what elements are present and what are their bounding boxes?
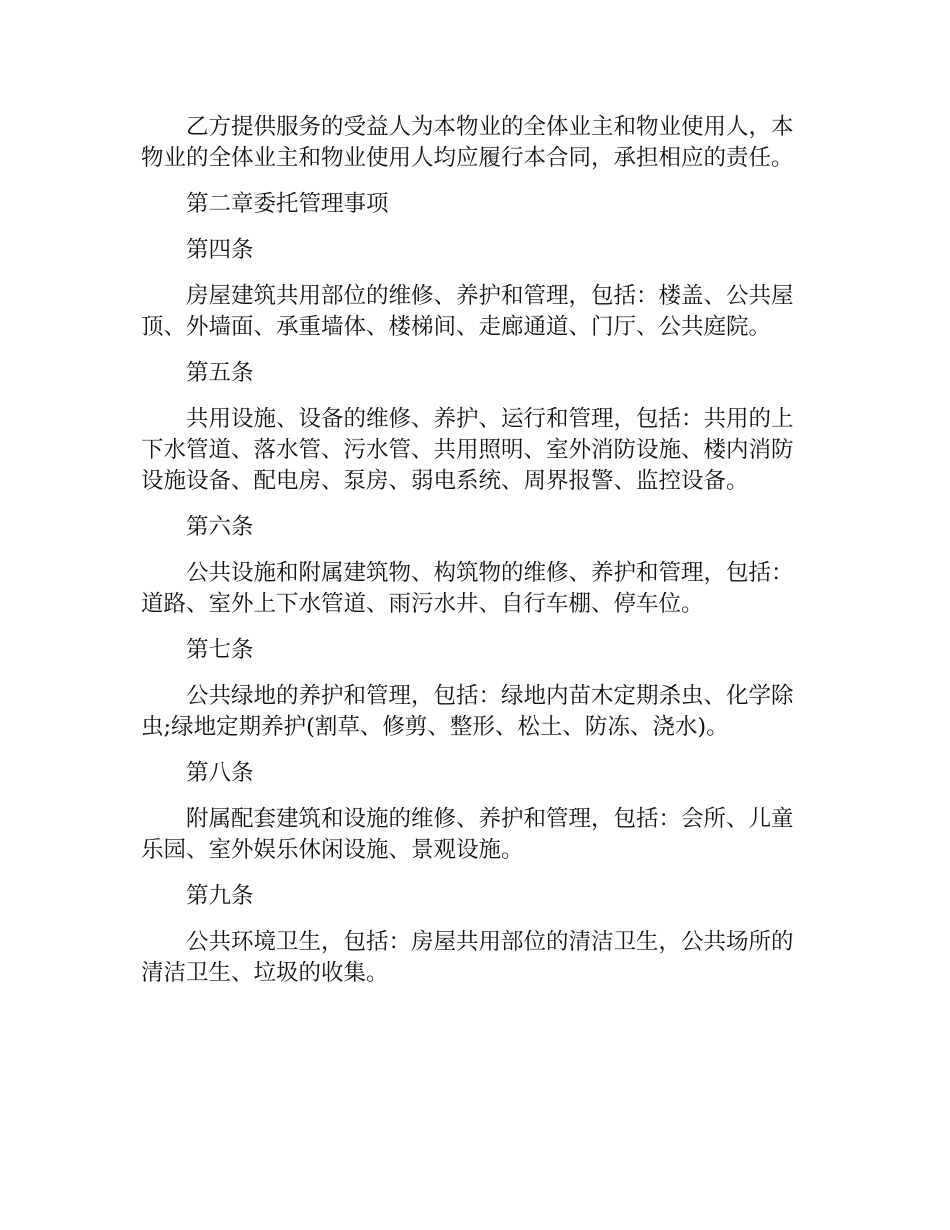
article-9-heading: 第九条 — [186, 883, 254, 909]
article-6-body: 公共设施和附属建筑物、构筑物的维修、养护和管理，包括：道路、室外上下水管道、雨污水井、自行车棚、停车位。 — [141, 560, 794, 617]
intro-paragraph: 乙方提供服务的受益人为本物业的全体业主和物业使用人，本物业的全体业主和物业使用人均应履行本合同，承担相应的责任。 — [141, 114, 794, 171]
chapter-heading: 第二章委托管理事项 — [186, 191, 389, 217]
article-5-body: 共用设施、设备的维修、养护、运行和管理，包括：共用的上下水管道、落水管、污水管、共用照明、室外消防设施、楼内消防设施设备、配电房、泵房、弱电系统、周界报警、监控设备。 — [141, 406, 794, 494]
article-6-heading: 第六条 — [186, 514, 254, 540]
article-7-body: 公共绿地的养护和管理，包括：绿地内苗木定期杀虫、化学除虫;绿地定期养护(割草、修剪、整形、松土、防冻、浇水)。 — [141, 683, 794, 740]
article-4-body: 房屋建筑共用部位的维修、养护和管理，包括：楼盖、公共屋顶、外墙面、承重墙体、楼梯间、走廊通道、门厅、公共庭院。 — [141, 283, 794, 340]
article-8-heading: 第八条 — [186, 760, 254, 786]
document-page — [141, 112, 813, 1004]
article-7-heading: 第七条 — [186, 637, 254, 663]
article-9-body: 公共环境卫生，包括：房屋共用部位的清洁卫生，公共场所的清洁卫生、垃圾的收集。 — [141, 929, 794, 986]
article-8-body: 附属配套建筑和设施的维修、养护和管理，包括：会所、儿童乐园、室外娱乐休闲设施、景观设施。 — [141, 806, 794, 863]
article-4-heading: 第四条 — [186, 237, 254, 263]
article-5-heading: 第五条 — [186, 360, 254, 386]
